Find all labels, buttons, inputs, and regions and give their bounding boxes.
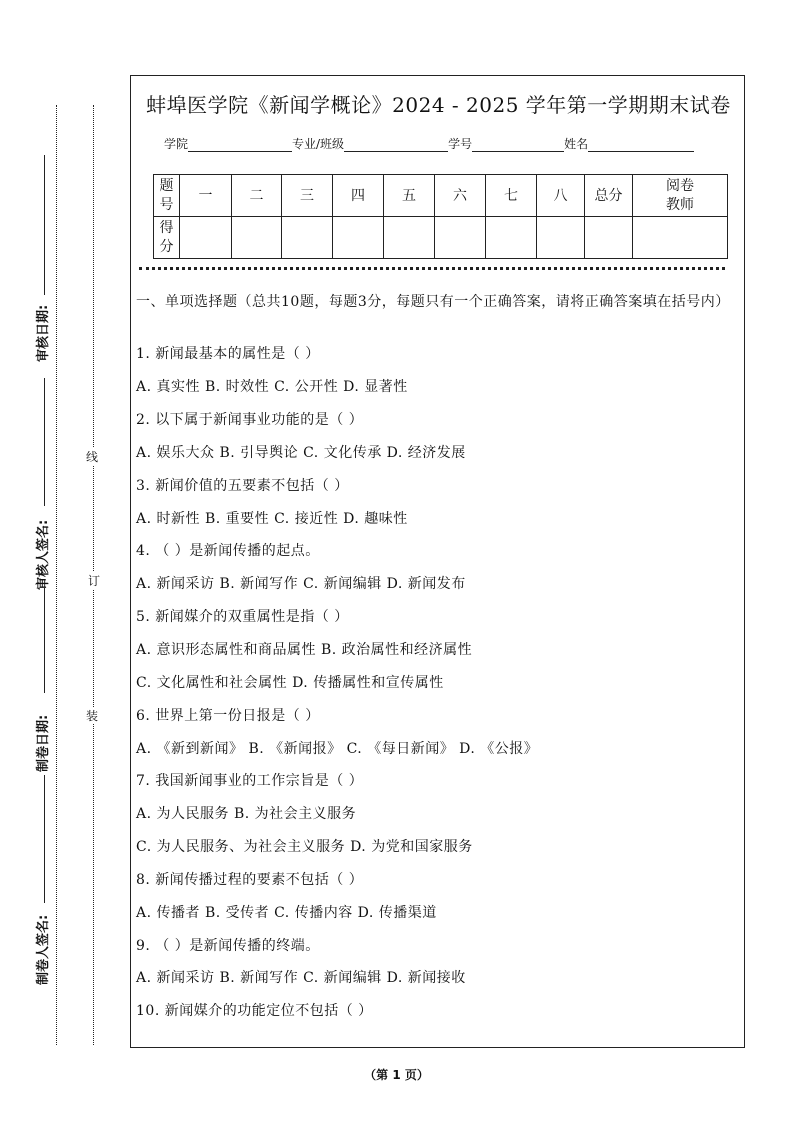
student-id-label: 学号	[448, 137, 473, 151]
score-header-row	[154, 175, 728, 217]
question-line: 2. 以下属于新闻事业功能的是（ ）	[136, 412, 364, 428]
exam-title: 蚌埠医学院《新闻学概论》2024 - 2025 学年第一学期期末试卷	[146, 93, 731, 117]
col-total: 总分	[585, 175, 633, 217]
name-label: 姓名	[564, 137, 589, 151]
maker-date-line	[44, 588, 45, 693]
options-line: A. 时新性 B. 重要性 C. 接近性 D. 趣味性	[136, 511, 408, 527]
exam-sheet	[130, 75, 745, 1048]
binding-mark-ding: 订	[88, 574, 101, 588]
score-cell-8[interactable]	[537, 217, 585, 259]
score-cell-2[interactable]	[232, 217, 282, 259]
options-line: A. 传播者 B. 受传者 C. 传播内容 D. 传播渠道	[136, 905, 437, 921]
page-number: （第 1 页）	[364, 1068, 429, 1082]
question-line: 5. 新闻媒介的双重属性是指（ ）	[136, 609, 349, 625]
maker-sign-line	[44, 775, 45, 903]
question-line: 3. 新闻价值的五要素不包括（ ）	[136, 478, 349, 494]
question-line: 7. 我国新闻事业的工作宗旨是（ ）	[136, 773, 364, 789]
options-line: A. 新闻采访 B. 新闻写作 C. 新闻编辑 D. 新闻发布	[136, 576, 466, 592]
dotted-separator	[139, 267, 725, 270]
review-date-label: 审核日期:	[36, 304, 51, 362]
score-cell-1[interactable]	[180, 217, 232, 259]
options-line: A. 意识形态属性和商品属性 B. 政治属性和经济属性	[136, 642, 473, 658]
col-7: 七	[486, 175, 537, 217]
options-line: A. 新闻采访 B. 新闻写作 C. 新闻编辑 D. 新闻接收	[136, 970, 466, 986]
question-line: 6. 世界上第一份日报是（ ）	[136, 708, 320, 724]
question-line: 10. 新闻媒介的功能定位不包括（ ）	[136, 1003, 373, 1019]
options-line: C. 文化属性和社会属性 D. 传播属性和宣传属性	[136, 675, 444, 691]
question-line: 1. 新闻最基本的属性是（ ）	[136, 346, 320, 362]
score-cell-total[interactable]	[585, 217, 633, 259]
reviewer-sign-label: 审核人签名:	[36, 519, 51, 590]
score-cell-5[interactable]	[384, 217, 435, 259]
name-field[interactable]	[588, 139, 694, 152]
score-cell-7[interactable]	[486, 217, 537, 259]
score-cell-4[interactable]	[333, 217, 384, 259]
options-line: A. 《新到新闻》 B. 《新闻报》 C. 《每日新闻》 D. 《公报》	[136, 741, 539, 757]
col-3: 三	[282, 175, 333, 217]
question-line: 4. （ ）是新闻传播的起点。	[136, 543, 320, 559]
question-line: 9. （ ）是新闻传播的终端。	[136, 938, 320, 954]
col-grader: 阅卷教师	[633, 175, 728, 217]
score-cell-3[interactable]	[282, 217, 333, 259]
col-1: 一	[180, 175, 232, 217]
maker-date-label: 制卷日期:	[36, 714, 51, 772]
score-cell-grader[interactable]	[633, 217, 728, 259]
col-8: 八	[537, 175, 585, 217]
col-5: 五	[384, 175, 435, 217]
col-2: 二	[232, 175, 282, 217]
score-value-row	[154, 217, 728, 259]
score-cell-6[interactable]	[435, 217, 486, 259]
col-6: 六	[435, 175, 486, 217]
row-label-tihao: 题号	[154, 175, 180, 217]
student-id-field[interactable]	[472, 139, 564, 152]
major-class-field[interactable]	[344, 139, 448, 152]
score-table	[153, 174, 728, 259]
student-info-row	[164, 135, 694, 152]
options-line: A. 为人民服务 B. 为社会主义服务	[136, 806, 357, 822]
question-line: 8. 新闻传播过程的要素不包括（ ）	[136, 872, 364, 888]
row-label-defen: 得分	[154, 217, 180, 259]
college-field[interactable]	[188, 139, 292, 152]
options-line: A. 娱乐大众 B. 引导舆论 C. 文化传承 D. 经济发展	[136, 445, 466, 461]
binding-mark-xian: 线	[86, 450, 99, 464]
section-heading: 一、单项选择题（总共10题，每题3分，每题只有一个正确答案，请将正确答案填在括号内）	[136, 294, 730, 310]
maker-sign-label: 制卷人签名:	[36, 914, 51, 985]
reviewer-sign-line	[44, 378, 45, 506]
col-4: 四	[333, 175, 384, 217]
college-label: 学院	[164, 137, 189, 151]
options-line: A. 真实性 B. 时效性 C. 公开性 D. 显著性	[136, 379, 408, 395]
binding-dotted-line-outer	[56, 105, 57, 1045]
review-date-line	[44, 155, 45, 295]
binding-mark-zhuang: 装	[86, 709, 99, 723]
options-line: C. 为人民服务、为社会主义服务 D. 为党和国家服务	[136, 839, 473, 855]
major-class-label: 专业/班级	[292, 137, 345, 151]
